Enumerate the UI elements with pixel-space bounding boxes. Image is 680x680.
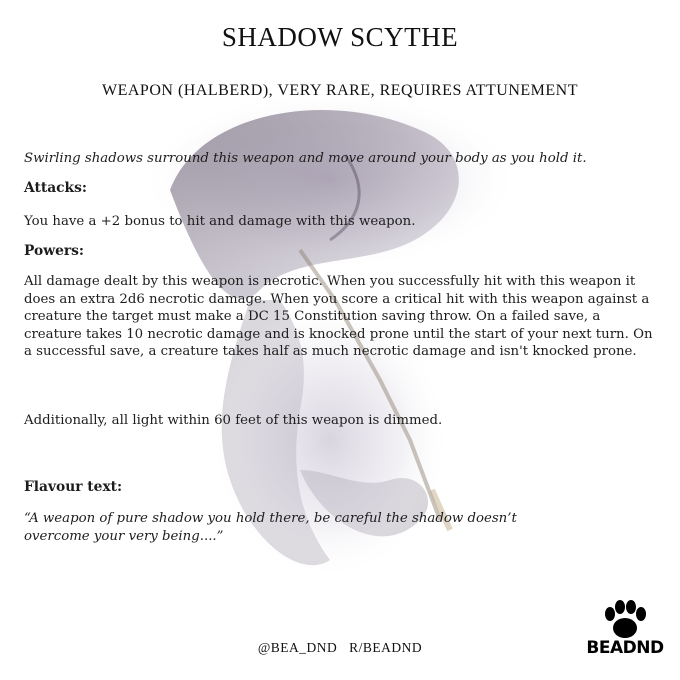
beadnd-logo bbox=[582, 598, 668, 662]
item-title: SHADOW SCYTHE bbox=[221, 22, 459, 52]
footer-reddit: R/BEADND bbox=[349, 640, 423, 655]
logo-text: BEADND bbox=[586, 638, 664, 658]
footer-handle: @BEA_DND bbox=[257, 640, 338, 655]
powers-extra-text: Additionally, all light within 60 feet of this weapon is dimmed. bbox=[24, 413, 443, 428]
powers-heading: Powers: bbox=[24, 243, 84, 259]
attacks-heading: Attacks: bbox=[24, 180, 87, 196]
item-description: Swirling shadows surround this weapon and move around your body as you hold it. bbox=[24, 151, 587, 166]
flavour-heading: Flavour text: bbox=[24, 479, 123, 495]
flavour-text: “A weapon of pure shadow you hold there, be careful the shadow doesn’t overcome your very being....” bbox=[24, 511, 517, 544]
powers-text: All damage dealt by this weapon is necrotic. When you successfully hit with this weapon it does an extra 2d6 necrotic damage. When you score a critical hit with this weapon against a creature the target must make a DC 15 Constitution saving throw. On a failed save, a creature takes 10 necrotic damage and is knocked prone until the start of your next turn. On a successful save, a creature takes half as much necrotic damage and isn't knocked prone. bbox=[24, 274, 653, 359]
item-subtitle: WEAPON (HALBERD), VERY RARE, REQUIRES ATTUNEMENT bbox=[102, 82, 578, 99]
attacks-text: You have a +2 bonus to hit and damage with this weapon. bbox=[24, 214, 416, 229]
footer-social bbox=[0, 640, 680, 656]
paw-print-icon bbox=[582, 598, 668, 642]
